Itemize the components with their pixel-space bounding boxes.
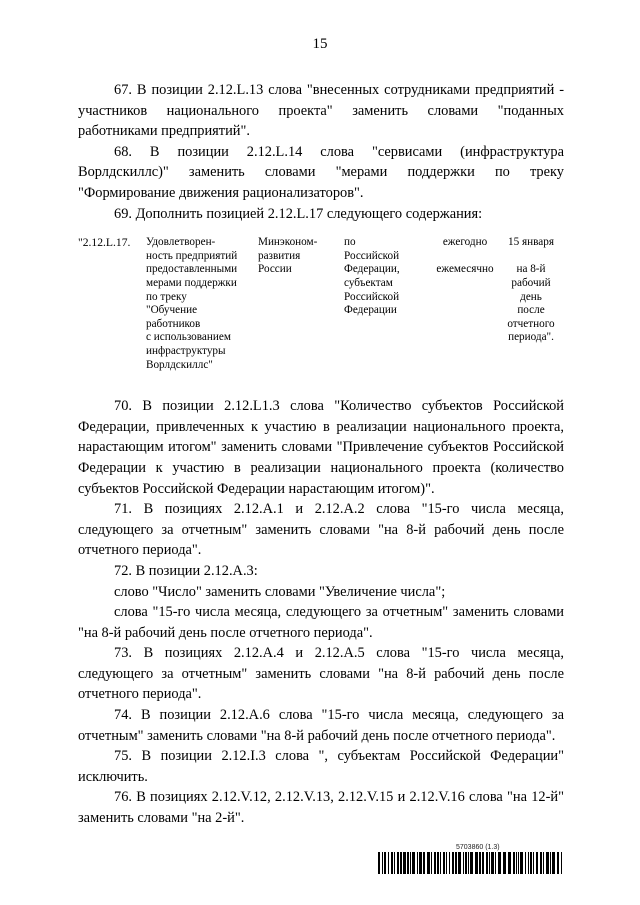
barcode-image — [378, 852, 564, 874]
paragraph-67: 67. В позиции 2.12.L.13 слова "внесенных сотрудниками предприятий - участников национального проекта" заменить словами "поданных работниками предприятий". — [78, 82, 564, 140]
paragraph-72: 72. В позиции 2.12.A.3: — [114, 562, 258, 579]
paragraph-74: 74. В позиции 2.12.A.6 слова "15-го числа месяца, следующего за отчетным" заменить словами "на 8-й рабочий день после отчетного периода". — [78, 707, 564, 744]
position-ministry: Минэконом- развития России — [258, 236, 318, 276]
paragraph-72-item-1: слово "Число" заменить словами "Увеличение числа"; — [114, 583, 446, 600]
paragraph-69: 69. Дополнить позицией 2.12.L.17 следующего содержания: — [114, 205, 483, 222]
position-recipient: по Российской Федерации, субъектам Российской Федерации — [344, 236, 400, 317]
document-code: 5703860 (1.3) — [456, 844, 500, 851]
page-number: 15 — [312, 36, 328, 52]
document-body — [78, 80, 564, 829]
paragraph-70: 70. В позиции 2.12.L1.3 слова "Количество субъектов Российской Федерации, привлеченных к участию в реализации национального проекта, нарастающим итогом" заменить словами "Привлечение субъектов Российской Федерации к участию в реализации национального проекта (количество субъектов Российской Федерации нарастающим итогом)". — [78, 398, 564, 497]
paragraph-72-item-2: слова "15-го числа месяца, следующего за отчетным" заменить словами "на 8-й рабочий день после отчетного периода". — [78, 604, 564, 641]
position-description: Удовлетворен- ность предприятий предоставленными мерами поддержки по треку "Обучение работников с использованием инфраструктуры Ворлдскиллс" — [146, 236, 238, 371]
paragraph-75: 75. В позиции 2.12.I.3 слова ", субъектам Российской Федерации" исключить. — [78, 748, 564, 785]
paragraph-76: 76. В позициях 2.12.V.12, 2.12.V.13, 2.12.V.15 и 2.12.V.16 слова "на 12-й" заменить словами "на 2-й". — [78, 789, 564, 827]
position-deadline: 15 января на 8-й рабочий день после отчетного периода". — [507, 236, 555, 344]
paragraph-68: 68. В позиции 2.12.L.14 слова "сервисами (инфраструктура Ворлдскиллс)" заменить словами "мерами поддержки по треку "Формирование движения рационализаторов". — [78, 143, 564, 201]
position-frequency: ежегодно ежемесячно — [436, 236, 494, 276]
paragraph-71: 71. В позициях 2.12.A.1 и 2.12.A.2 слова "15-го числа месяца, следующего за отчетным" заменить словами "на 8-й рабочий день после отчетного периода". — [78, 501, 564, 559]
position-code: "2.12.L.17. — [78, 236, 131, 250]
inserted-position-table — [78, 236, 564, 386]
paragraph-73: 73. В позициях 2.12.A.4 и 2.12.A.5 слова "15-го числа месяца, следующего за отчетным" заменить словами "на 8-й рабочий день после отчетного периода". — [78, 645, 564, 703]
